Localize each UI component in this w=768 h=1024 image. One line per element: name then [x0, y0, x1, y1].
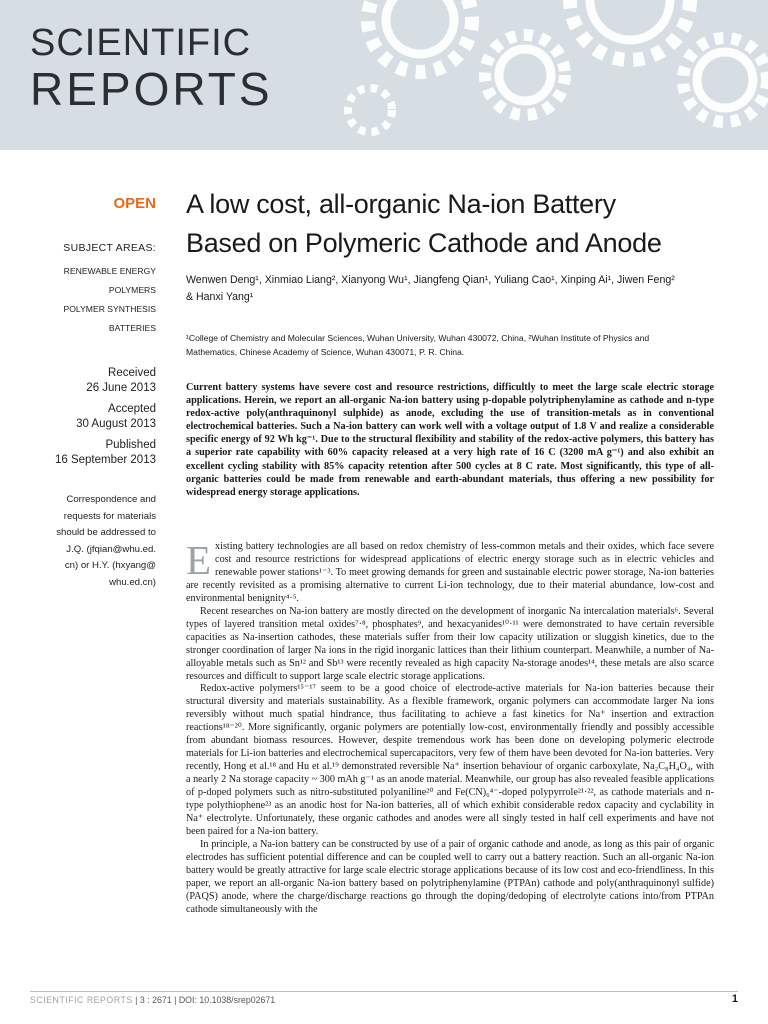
article-dates — [30, 366, 156, 468]
footer-divider — [30, 991, 738, 992]
page-number: 1 — [731, 993, 738, 1005]
subject-area-link[interactable]: POLYMERS — [108, 285, 156, 295]
accepted-label: Accepted — [108, 403, 156, 415]
subject-area-link[interactable]: BATTERIES — [108, 323, 156, 333]
paragraph-text: xisting battery technologies are all based on redox chemistry of less-common metals and their oxides, which face severe cost and resource restrictions for widespread applications of electric energy storage such as in electric vehicles and renewable power stations¹⁻³. To meet growing demands for green and sustainable electric power storage, Na-ion batteries are recently revisited as a promising alternative to current Li-ion technology, due to their material abundance, low-cost and environmental benignity⁴·⁵. — [186, 541, 714, 604]
journal-logo-line2: REPORTS — [30, 63, 273, 115]
correspondence-email-link[interactable]: J.Q. (jfqian@whu.ed. — [66, 543, 156, 555]
body-paragraph: Redox-active polymers¹⁵⁻¹⁷ seem to be a good choice of electrode-active materials for Na-ion batteries because their structural diversity and materials sustainability. As a flexible framework, organic polymers can accommodate larger Na ions reversibly without much spatial hindrance, thus facilitating to achieve a fast kinetics for Na⁺ insertion and extraction reactions¹⁸⁻²⁰. More significantly, organic polymers are potentially low-cost, environmentally friendly and possibly accessible from abundant biomass resources. However, despite tremendous work has been done on developing polymeric electrode materials for Li-ion batteries and electrochemical supercapacitors, very few of them have been devoted for Na-ion batteries. Very recently, Hong et al.¹⁸ and Hu et al.¹⁹ demonstrated reversible Na⁺ insertion behaviour of organic carboxylate, Na₂C₈H₄O₄, with a nearly 2 Na storage capacity ~ 300 mAh g⁻¹ as an anode material. Meanwhile, our group has also revealed feasible applications of p-doped polymers such as nitro-substituted polyaniline²⁰ and Fe(CN)₆⁴⁻-doped polypyrrole²¹·²², as cathode materials and n-type polythiophene²³ as an anodic host for Na-ion batteries, all of which exhibit considerable redox capacity and cyclability in Na⁺ electrolyte. Unfortunately, these organic cathodes and anodes were all singly tested in half cell experiments and have not been paired for a Na-ion battery. — [186, 683, 714, 837]
body-paragraph: In principle, a Na-ion battery can be constructed by use of a pair of organic cathode and anode, as long as this pair of organic electrodes has sufficient potential difference and can be coupled well to carry out a battery reaction. Such an all-organic Na-ion battery would be greatly attractive for large scale electric storage applications because of its low cost and eco-friendliness. In this paper, we report an all-organic Na-ion battery based on polytriphenylamine (PTPAn) cathode and poly(anthraquinonyl sulfide) (PAQS) anode, where the charge/discharge reactions go through the doping/dedoping of electrolyte cations into/from PTPAn cathode simultaneously with the — [186, 838, 714, 915]
published-date: 16 September 2013 — [54, 454, 156, 466]
page-footer — [30, 995, 275, 1005]
abstract: Current battery systems have severe cost and resource restrictions, difficultly to meet the large scale electric storage applications. Herein, we report an all-organic Na-ion battery using p-dopable polytriphenylamine as cathode and n-type redox-active poly(anthraquinonyl sulphide) as anode, excluding the use of transition-metals as in conventional electrochemical batteries. Such a Na-ion battery can work well with a voltage output of 1.8 V and realize a considerable specific energy of 92 Wh kg⁻¹. Due to the structural flexibility and stability of the redox-active polymers, this battery has a superior rate capability with 60% capacity released at a very high rate of 16 C (3200 mA g⁻¹) and also exhibit an excellent cycling stability with 85% capacity retention after 500 cycles at 8 C rate. Most significantly, this type of all-organic batteries could be made from renewable and earth-abundant materials, thus offering a new possibility for widespread energy storage applications. — [186, 382, 714, 498]
affiliation-line: Mathematics, Chinese Academy of Science, Wuhan 430071, P. R. China. — [186, 347, 465, 357]
author-line: & Hanxi Yang¹ — [186, 291, 254, 303]
received-date: 26 June 2013 — [86, 382, 156, 394]
article-body — [186, 537, 714, 917]
published-label: Published — [105, 439, 156, 451]
article-title-line: Based on Polymeric Cathode and Anode — [186, 228, 662, 258]
footer-citation: | 3 : 2671 | DOI: 10.1038/srep02671 — [132, 995, 276, 1005]
journal-logo-line1: SCIENTIFIC — [30, 22, 252, 64]
correspondence-email-link[interactable]: cn) or H.Y. (hxyang@ — [64, 560, 156, 571]
subject-area-link[interactable]: POLYMER SYNTHESIS — [63, 304, 156, 314]
open-access-label: OPEN — [113, 195, 156, 212]
affiliations — [186, 331, 726, 359]
affiliation-line: ¹College of Chemistry and Molecular Sciences, Wuhan University, Wuhan 430072, China, ²Wuhan Institute of Physics and — [186, 333, 650, 343]
body-paragraph — [186, 537, 714, 606]
article-sidebar — [30, 195, 156, 591]
correspondence-line: requests for materials — [63, 510, 156, 522]
author-line: Wenwen Deng¹, Xinmiao Liang², Xianyong Wu¹, Jiangfeng Qian¹, Yuliang Cao¹, Xinping Ai¹, Jiwen Feng² — [186, 274, 675, 286]
article-title-line: A low cost, all-organic Na-ion Battery — [186, 189, 616, 219]
article-title — [186, 185, 746, 263]
correspondence-line: should be addressed to — [56, 527, 156, 538]
correspondence-line: Correspondence and — [66, 494, 156, 505]
drop-cap: E — [186, 537, 212, 583]
author-list — [186, 272, 726, 306]
accepted-date: 30 August 2013 — [76, 418, 156, 430]
subject-areas-heading: SUBJECT AREAS: — [63, 242, 156, 254]
footer-brand: SCIENTIFIC REPORTS — [30, 995, 133, 1005]
subject-area-link[interactable]: RENEWABLE ENERGY — [63, 266, 156, 276]
journal-header — [0, 0, 768, 150]
correspondence-email-link[interactable]: whu.ed.cn) — [109, 576, 156, 588]
body-paragraph: Recent researches on Na-ion battery are mostly directed on the development of inorganic Na intercalation materials⁶. Several types of layered transition metal oxides⁷·⁸, phosphates⁹, and hexacyanides¹⁰·¹¹ were demonstrated to have certain reversible capacities as Na-insertion cathodes, these materials suffer from their low capacity utilization or sluggish kinetics, due to the stronger coordination of larger Na ions in the rigid inorganic lattices than their lithium counterpart. Meanwhile, a number of Na-alloyable metals such as Sn¹² and Sb¹³ were recently revealed as high capacity Na-storage anodes¹⁴, these metals are also scarce resources and difficult to support large scale electric storage applications. — [186, 605, 714, 682]
correspondence-note — [30, 492, 156, 591]
received-label: Received — [108, 367, 156, 379]
gear-icon — [330, 0, 768, 150]
